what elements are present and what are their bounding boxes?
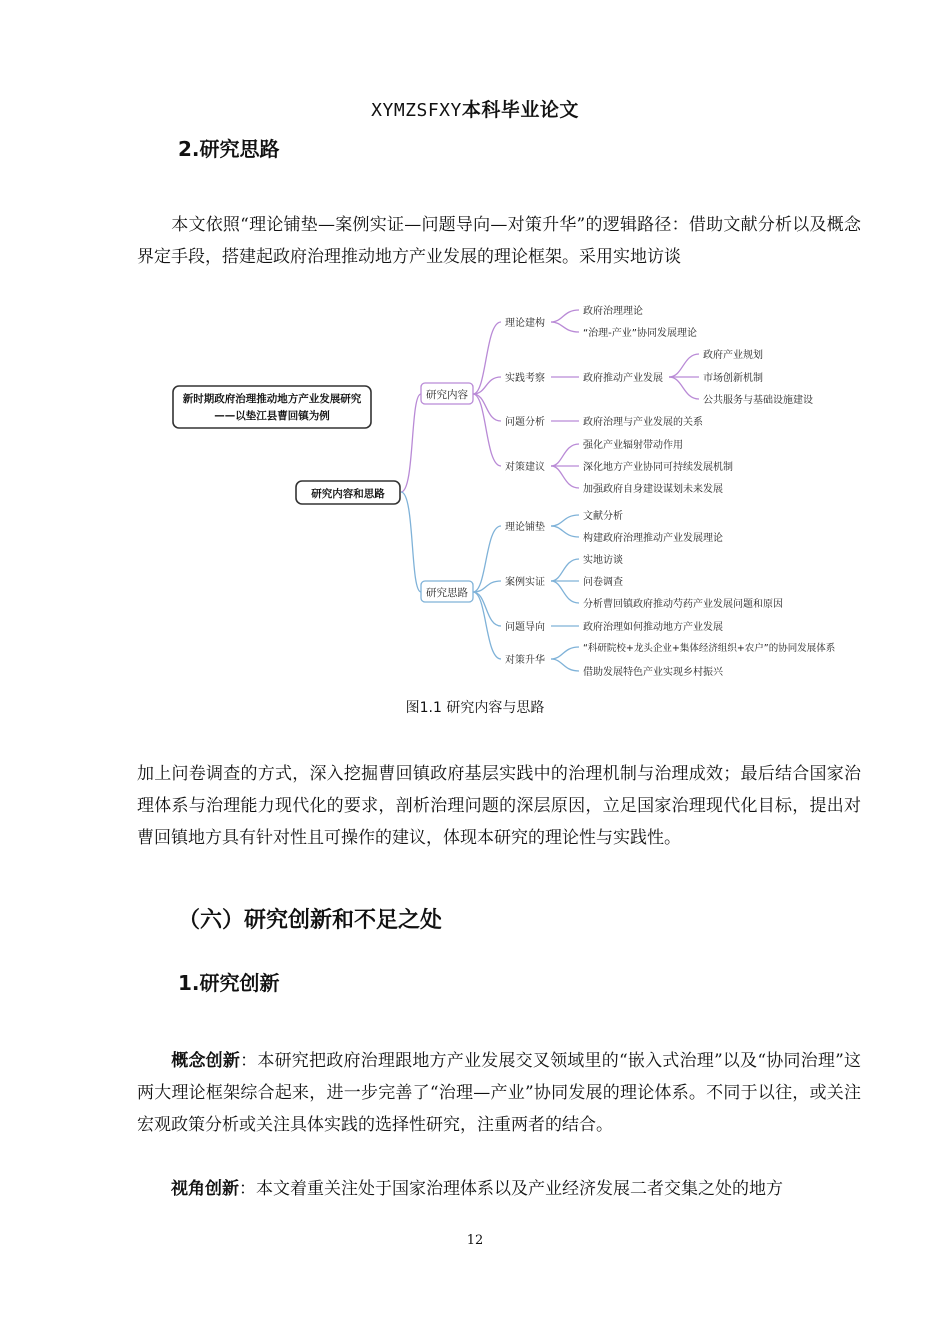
path-item-4: 对策升华 [505, 655, 545, 666]
paragraph-perspective-innovation [137, 1173, 861, 1205]
path-leaf: 借助发展特色产业实现乡村振兴 [583, 667, 723, 678]
content-item-1: 理论建构 [505, 318, 545, 329]
content-item-4: 对策建议 [505, 462, 545, 473]
title-node-line1: 新时期政府治理推动地方产业发展研究 [182, 393, 362, 405]
content-item-3: 问题分析 [505, 417, 545, 428]
heading-research-path: 2.研究思路 [178, 137, 280, 161]
content-leaf: 政府治理与产业发展的关系 [583, 417, 703, 428]
path-leaf: 问卷调查 [583, 577, 623, 588]
concept-innovation-text: 本研究把政府治理跟地方产业发展交叉领域里的“嵌入式治理”以及“协同治理”这两大理论框架综合起来，进一步完善了“治理—产业”协同发展的理论体系。不同于以往，或关注宏观政策分析或关注具体实践的选择性研究，注重两者的结合。 [137, 1051, 862, 1135]
content-leaf: 加强政府自身建设谋划未来发展 [583, 484, 723, 495]
header-code: XYMZSFXY [371, 100, 462, 121]
path-leaf: 文献分析 [583, 511, 623, 522]
content-item-2: 实践考察 [505, 373, 545, 384]
paragraph-concept-innovation [137, 1045, 861, 1141]
title-node-line2: ——以垫江县曹回镇为例 [214, 410, 330, 422]
path-leaf: “科研院校+龙头企业+集体经济组织+农户”的协同发展体系 [583, 643, 836, 654]
content-leaf: 政府推动产业发展 [583, 373, 663, 384]
path-leaf: 政府治理如何推动地方产业发展 [583, 622, 723, 633]
content-leaf: 市场创新机制 [703, 373, 763, 384]
perspective-innovation-label: 视角创新 [171, 1179, 239, 1199]
figure-caption: 图1.1 研究内容与思路 [405, 700, 545, 716]
paragraph-intro-text: 本文依照“理论铺垫—案例实证—问题导向—对策升华”的逻辑路径：借助文献分析以及概念界定手段，搭建起政府治理推动地方产业发展的理论框架。采用实地访谈 [137, 215, 861, 267]
header-title: 本科毕业论文 [461, 99, 579, 121]
perspective-innovation-text: 本文着重关注处于国家治理体系以及产业经济发展二者交集之处的地方 [256, 1179, 783, 1199]
path-item-2: 案例实证 [505, 577, 545, 588]
concept-innovation-colon: ： [240, 1051, 258, 1071]
content-leaf: 深化地方产业协同可持续发展机制 [583, 462, 733, 473]
content-node-label: 研究内容 [426, 389, 468, 401]
content-leaf: 政府产业规划 [703, 350, 763, 361]
page-header [0, 95, 950, 122]
perspective-innovation-colon: ： [239, 1179, 256, 1199]
path-leaf: 实地访谈 [583, 555, 623, 566]
content-leaf: 公共服务与基础设施建设 [703, 395, 813, 406]
research-mindmap [165, 296, 875, 686]
edge-root-content [401, 394, 421, 492]
concept-innovation-label: 概念创新 [171, 1051, 241, 1071]
path-item-3: 问题导向 [505, 622, 545, 633]
heading-innovation: （六）研究创新和不足之处 [178, 908, 443, 933]
path-item-1: 理论铺垫 [505, 522, 545, 533]
path-leaf: 构建政府治理推动产业发展理论 [583, 533, 723, 544]
path-node-label: 研究思路 [426, 587, 468, 599]
content-leaf: “治理-产业”协同发展理论 [583, 328, 697, 339]
path-leaf: 分析曹回镇政府推动芍药产业发展问题和原因 [583, 599, 783, 610]
paragraph-continued: 加上问卷调查的方式，深入挖掘曹回镇政府基层实践中的治理机制与治理成效；最后结合国家治理体系与治理能力现代化的要求，剖析治理问题的深层原因，立足国家治理现代化目标，提出对曹回镇地方具有针对性且可操作的建议，体现本研究的理论性与实践性。 [137, 764, 861, 848]
heading-research-innovation: 1.研究创新 [178, 971, 280, 995]
paragraph-intro [137, 209, 861, 273]
page-number: 12 [466, 1233, 484, 1248]
content-leaf: 政府治理理论 [583, 306, 643, 317]
content-leaf: 强化产业辐射带动作用 [583, 440, 683, 451]
edge-root-path [401, 492, 421, 592]
root-node-label: 研究内容和思路 [311, 488, 385, 500]
